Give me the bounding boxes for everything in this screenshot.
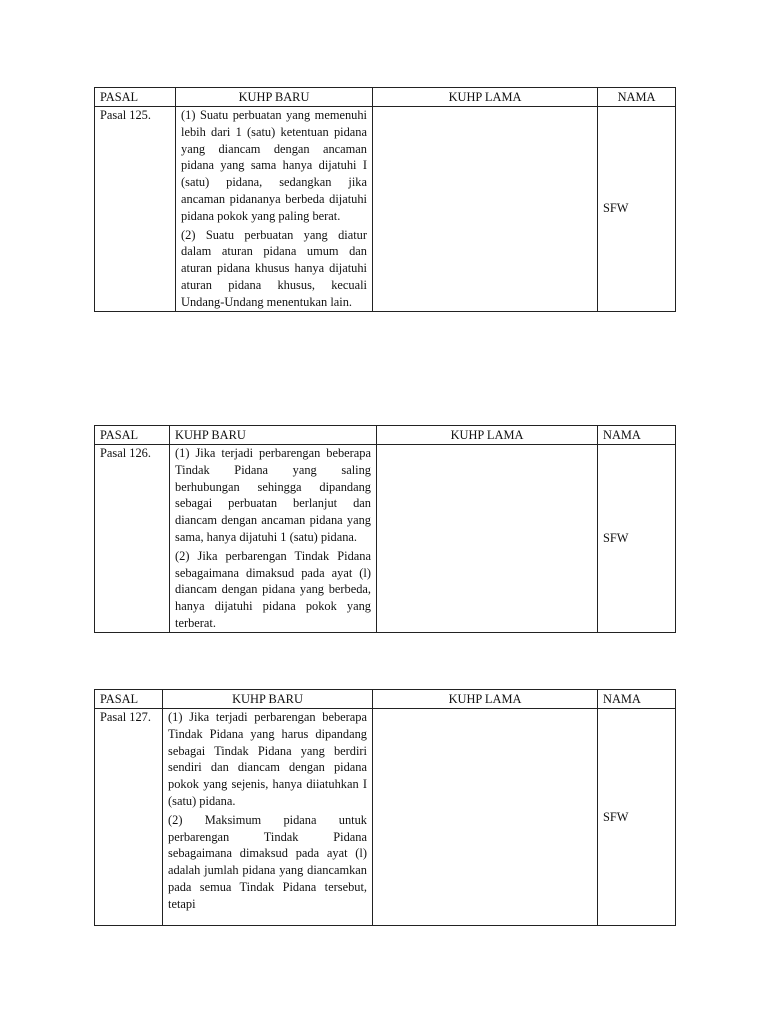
table-row <box>95 709 676 926</box>
pasal-number: Pasal 125. <box>95 107 176 312</box>
header-kuhp-lama: KUHP LAMA <box>377 426 598 445</box>
table-header-row <box>95 690 676 709</box>
header-nama: NAMA <box>598 690 676 709</box>
kuhp-baru-text <box>170 445 377 633</box>
nama-value: SFW <box>598 107 676 312</box>
ayat-2: (2) Suatu perbuatan yang diatur dalam aturan pidana umum dan aturan pidana khusus hanya dijatuhi aturan pidana khusus, kecuali Undang-Undang menentukan lain. <box>181 227 367 309</box>
ayat-2: (2) Jika perbarengan Tindak Pidana sebagaimana dimaksud pada ayat (l) diancam dengan pidana yang berbeda, hanya dijatuhi pidana pokok yang terberat. <box>175 548 371 630</box>
nama-value: SFW <box>598 709 676 926</box>
header-nama: NAMA <box>598 426 676 445</box>
table-row <box>95 445 676 633</box>
header-kuhp-baru: KUHP BARU <box>163 690 373 709</box>
table-row <box>95 107 676 312</box>
header-kuhp-baru: KUHP BARU <box>176 88 373 107</box>
header-kuhp-lama: KUHP LAMA <box>373 88 598 107</box>
pasal-number: Pasal 126. <box>95 445 170 633</box>
kuhp-lama-text <box>373 709 598 926</box>
header-kuhp-lama: KUHP LAMA <box>373 690 598 709</box>
pasal-125-table <box>94 87 676 312</box>
kuhp-baru-text <box>176 107 373 312</box>
kuhp-baru-clip <box>168 709 367 925</box>
header-pasal: PASAL <box>95 690 163 709</box>
header-nama: NAMA <box>598 88 676 107</box>
pasal-126-table <box>94 425 676 633</box>
nama-value: SFW <box>598 445 676 633</box>
kuhp-lama-text <box>373 107 598 312</box>
table-header-row <box>95 88 676 107</box>
kuhp-baru-text <box>163 709 373 926</box>
ayat-1: (1) Jika terjadi perbarengan beberapa Tindak Pidana yang saling berhubungan sehingga dipandang sebagai perbuatan berlanjut dan diancam dengan ancaman pidana yang sama, hanya dijatuhi 1 (satu) pidana. <box>175 446 371 544</box>
ayat-2: (2) Maksimum pidana untuk perbarengan Tindak Pidana sebagaimana dimaksud pada ayat (l) adalah jumlah pidana yang diancamkan pada semua Tindak Pidana tersebut, tetapi <box>168 812 367 911</box>
ayat-1: (1) Suatu perbuatan yang memenuhi lebih dari 1 (satu) ketentuan pidana yang diancam dengan ancaman pidana yang sama hanya dijatuhi I (satu) pidana, sedangkan jika ancaman pidananya berbeda dijatuhi pidana pokok yang paling berat. <box>181 108 367 223</box>
header-kuhp-baru: KUHP BARU <box>170 426 377 445</box>
header-pasal: PASAL <box>95 88 176 107</box>
ayat-1: (1) Jika terjadi perbarengan beberapa Tindak Pidana yang harus dipandang sebagai Tindak Pidana yang berdiri sendiri dan diancam dengan pidana pokok yang sejenis, hanya diiatuhkan I (satu) pidana. <box>168 710 367 808</box>
pasal-127-table <box>94 689 676 926</box>
pasal-number: Pasal 127. <box>95 709 163 926</box>
header-pasal: PASAL <box>95 426 170 445</box>
table-header-row <box>95 426 676 445</box>
kuhp-lama-text <box>377 445 598 633</box>
